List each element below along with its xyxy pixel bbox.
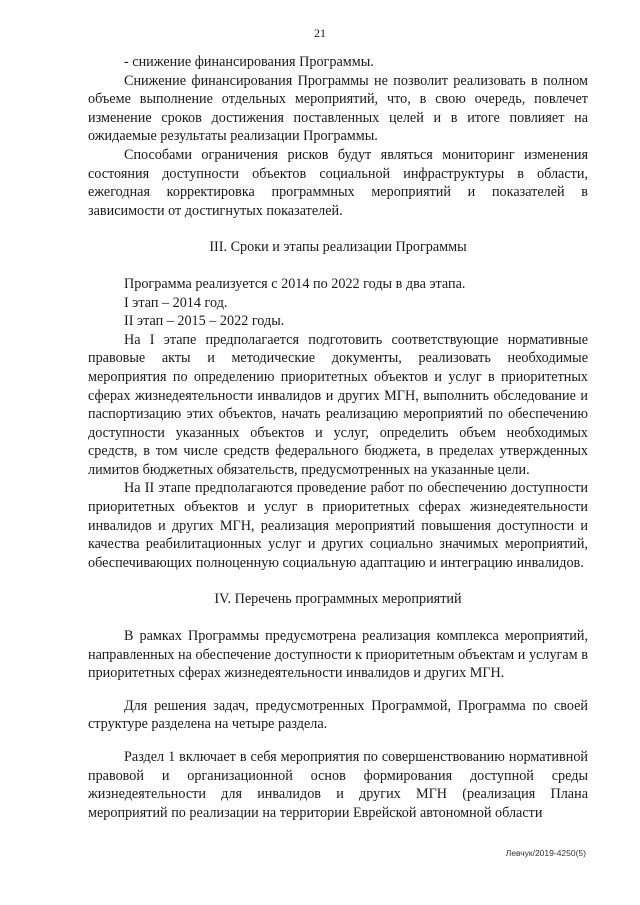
document-code: Левчук/2019-4250(5) xyxy=(505,848,586,858)
paragraph-stage-1-details: На I этапе предполагается подготовить соответствующие нормативные правовые акты и методические документы, реализовать необходимые мероприятия по определению приоритетных объектов и услуг в приоритетных сферах жизнедеятельности инвалидов и других МГН, выполнить обследование и паспортизацию этих объектов, начать реализацию мероприятий по обеспечению доступности указанных объектов и услуг, определить объем необходимых средств, в том числе средств федерального бюджета, в пределах утвержденных лимитов бюджетных обязательств, предусмотренных на указанные цели. xyxy=(88,331,588,478)
document-body xyxy=(88,53,588,822)
paragraph-program-structure: Для решения задач, предусмотренных Программой, Программа по своей структуре разделена на четыре раздела. xyxy=(88,697,588,733)
paragraph-stage-1: I этап – 2014 год. xyxy=(124,294,228,311)
paragraph-funding-reduction: - снижение финансирования Программы. xyxy=(124,54,374,70)
paragraph-risk-mitigation: Способами ограничения рисков будут являться мониторинг изменения состояния доступности объектов социальной инфраструктуры в области, ежегодная корректировка программных мероприятий и показателей в зависимости от достигнутых показателей. xyxy=(88,146,588,219)
page-number: 21 xyxy=(314,26,326,40)
section-4-heading: IV. Перечень программных мероприятий xyxy=(214,591,462,608)
paragraph-section-1: Раздел 1 включает в себя мероприятия по совершенствованию нормативной правовой и организационной основ формирования доступной среды жизнедеятельности для инвалидов и других МГН (реализация Плана мероприятий по реализации на территории Еврейской автономной области xyxy=(88,749,588,821)
paragraph-stage-2: II этап – 2015 – 2022 годы. xyxy=(124,313,285,330)
paragraph-program-measures: В рамках Программы предусмотрена реализация комплекса мероприятий, направленных на обеспечение доступности к приоритетным объектам и услугам в приоритетных сферах жизнедеятельности инвалидов и других МГН. xyxy=(88,628,588,682)
paragraph-stage-2-details: На II этапе предполагаются проведение работ по обеспечению доступности приоритетных объектов и услуг в приоритетных сферах жизнедеятельности инвалидов и других МГН, реализация мероприятий повышения доступности и качества реабилитационных услуг и других социально значимых мероприятий, обеспечивающих полноценную социальную адаптацию и интеграцию инвалидов. xyxy=(88,480,588,571)
section-3-heading: III. Сроки и этапы реализации Программы xyxy=(209,239,467,256)
paragraph-program-period: Программа реализуется с 2014 по 2022 годы в два этапа. xyxy=(124,275,466,292)
paragraph-funding-consequences: Снижение финансирования Программы не позволит реализовать в полном объеме выполнение отдельных мероприятий, что, в свою очередь, повлечет изменение сроков достижения поставленных целей и в итоге повлияет на ожидаемые результаты реализации Программы. xyxy=(88,72,588,145)
